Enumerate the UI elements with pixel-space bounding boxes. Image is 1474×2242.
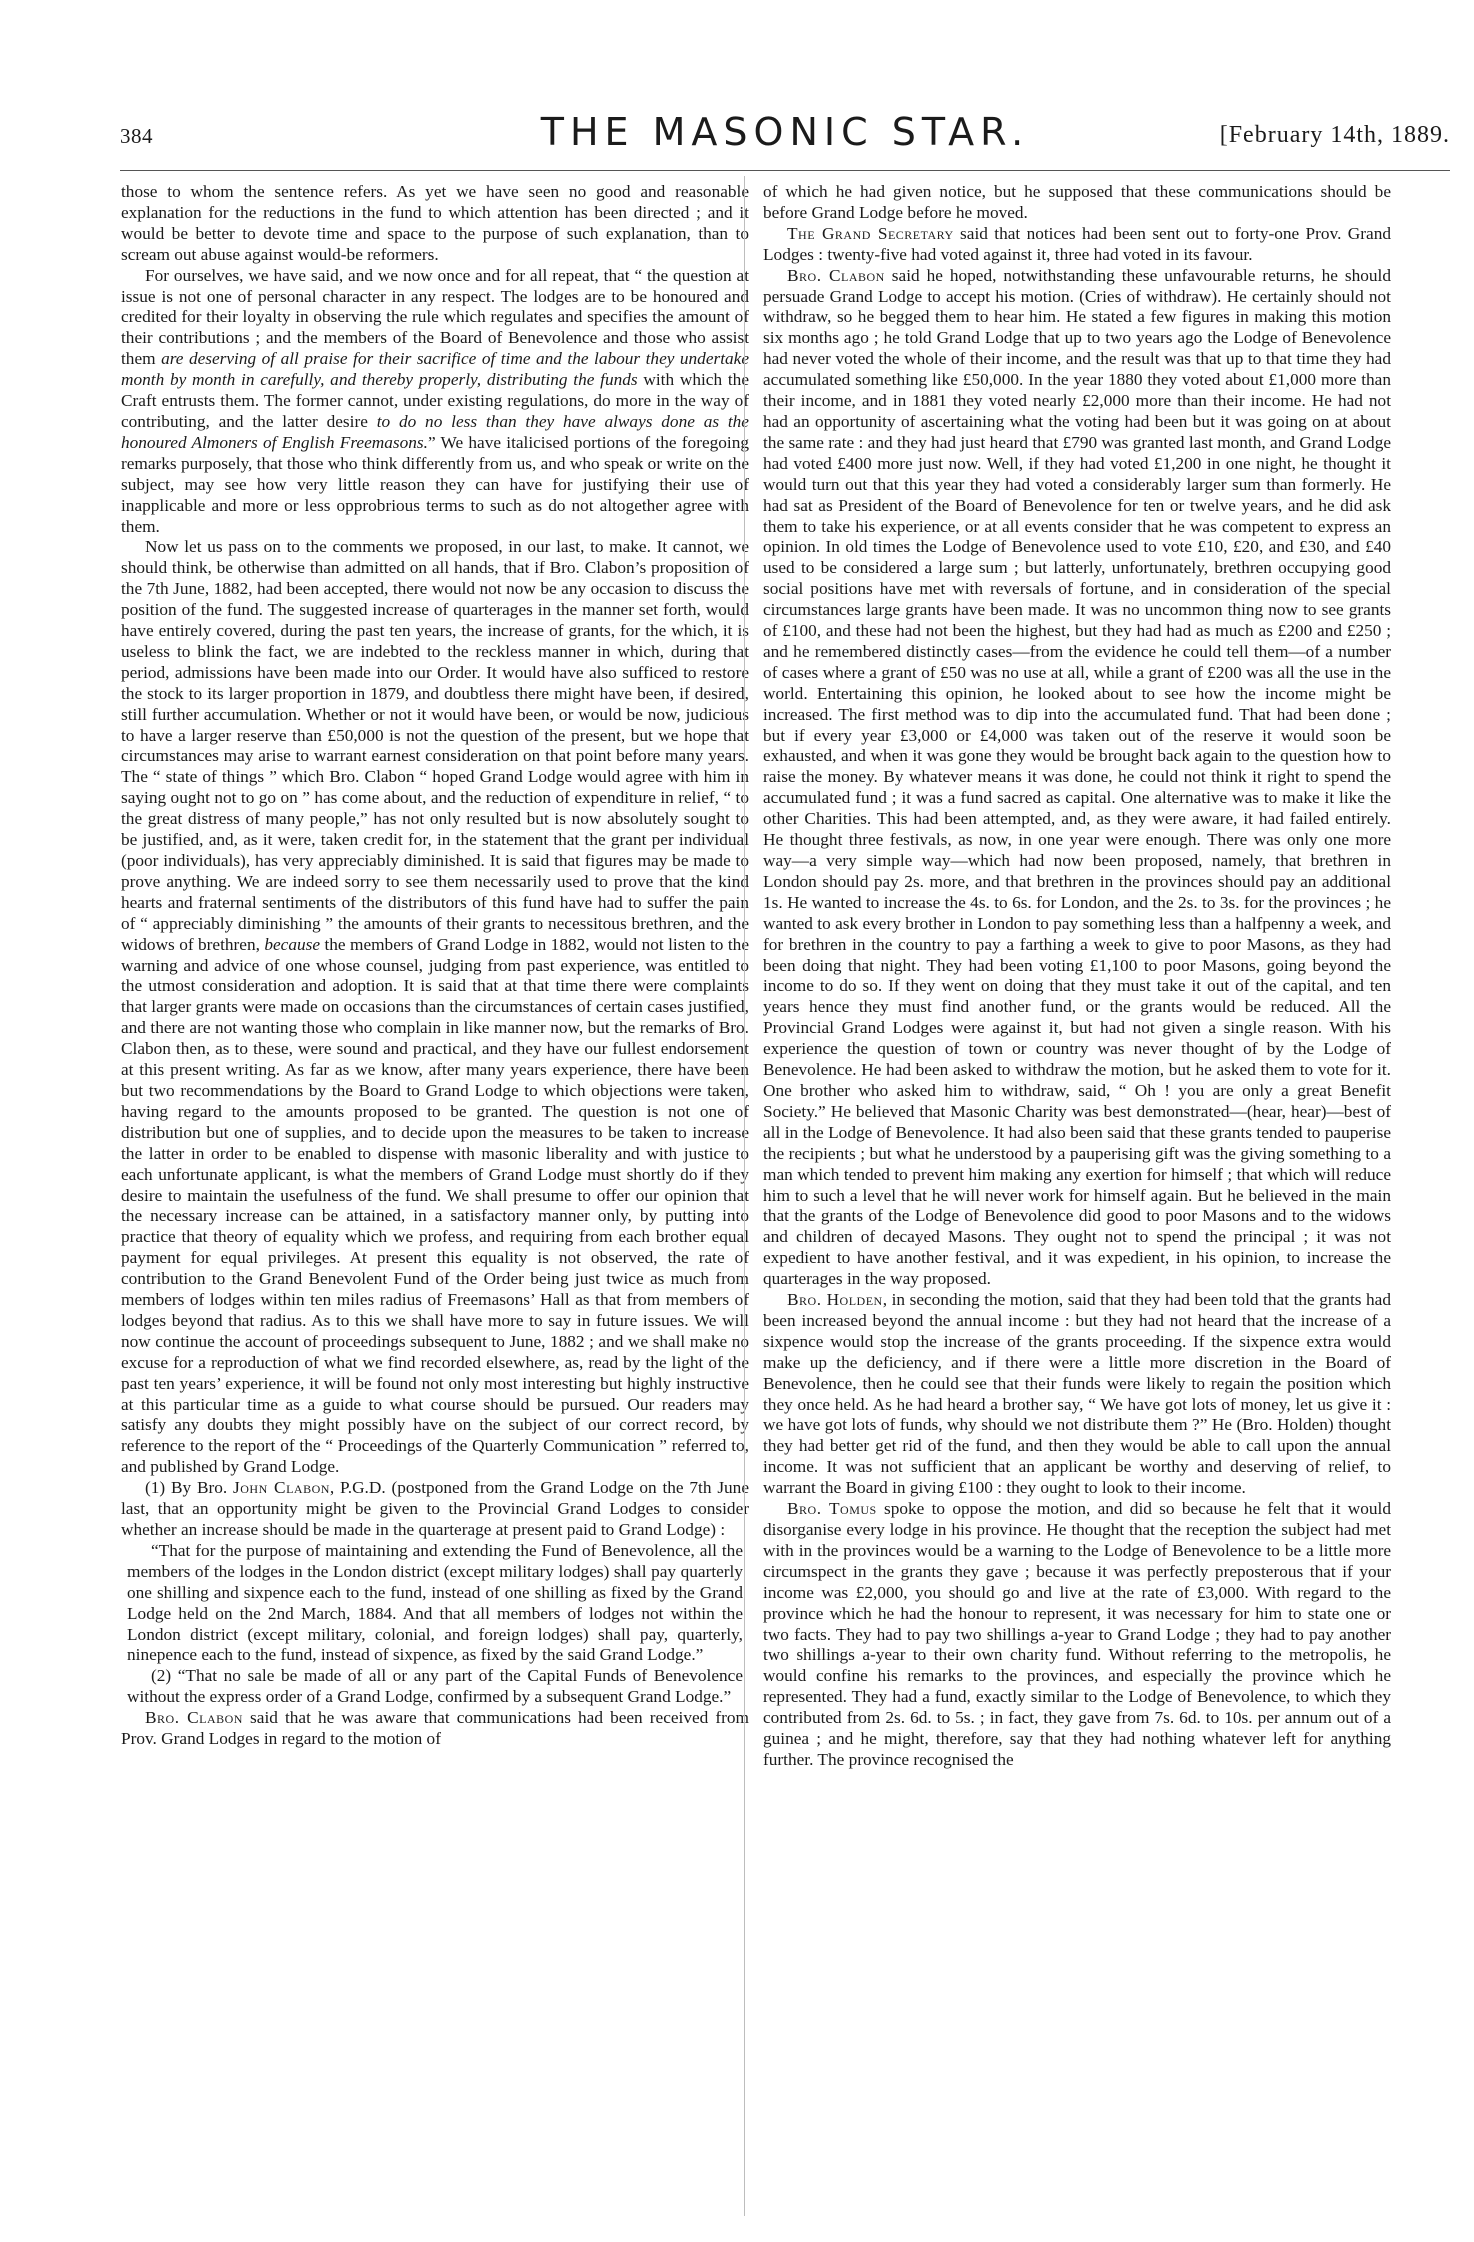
column-divider xyxy=(744,176,745,2216)
motion-paragraph: (1) By Bro. John Clabon, P.G.D. (postponed from the Grand Lodge on the 7th June last, that an opportunity might be given to the Provincial Grand Lodges to consider whether an increase should be made in the quarterage at present paid to Grand Lodge) : xyxy=(121,1478,749,1539)
italic-passage: are deserving of all praise for their sacrifice of time and the labour they undertake month by month in carefully, and thereby properly, distributing the funds xyxy=(121,349,749,390)
left-column xyxy=(121,182,749,2212)
speaker-name: John Clabon xyxy=(233,1478,330,1498)
paragraph: For ourselves, we have said, and we now once and for all repeat, that “ the question at issue is not one of personal character in any respect. The lodges are to be honoured and credited for their loyalty in observing the rule which regulates and specifies the amount of their contributions ; and the members of the Board of Benevolence and those who assist them are deserving of all praise for their sacrifice of time and the labour they undertake month by month in carefully, and thereby properly, distributing the funds with which the Craft entrusts them. The former cannot, under existing regulations, do more in the way of contributing, and the latter desire to do no less than they have always done as the honoured Almoners of English Freemasons.” We have italicised portions of the foregoing remarks purposely, that those who think differently from us, and who speak or write on the subject, may see how very little reason they can have for justifying their use of inapplicable and more or less opprobrious terms to such as do not altogether agree with them. xyxy=(121,265,749,536)
paragraph: Bro. Clabon said that he was aware that communications had been received from Prov. Grand Lodges in regard to the motion of xyxy=(121,1708,749,1749)
right-column xyxy=(763,182,1391,2212)
speaker-name: Bro. Holden xyxy=(787,1290,883,1310)
masthead-title: THE MASONIC STAR. xyxy=(540,110,1030,154)
paragraph: Bro. Tomus spoke to oppose the motion, and did so because he felt that it would disorganise every lodge in his province. He thought that the reception the subject had met with in the provinces would be a warning to the Lodge of Benevolence to be a little more circumspect in the grants they gave ; because it was perfectly preposterous that if your income was £2,000, you should go and live at the rate of £3,000. With regard to the province which he had the honour to represent, it was necessary for him to state one or two facts. They had to pay two shillings a-year to Grand Lodge ; they had to pay another two shillings a-year to their own charity fund. Without referring to the metropolis, he would confine his remarks to the provinces, and especially the province which he represented. They had a fund, exactly similar to the Lodge of Benevolence, to which they contributed from 2s. 6d. to 5s. ; in fact, they gave from 7s. 6d. to 10s. per annum out of a guinea ; and he might, therefore, say that they had nothing whatever left for anything further. The province recognised the xyxy=(763,1499,1391,1769)
speaker-name: Bro. Clabon xyxy=(787,265,885,285)
issue-date: [February 14th, 1889. xyxy=(1219,122,1450,148)
header-rule xyxy=(120,170,1450,171)
paragraph: those to whom the sentence refers. As yet we have seen no good and reasonable explanation for the reductions in the fund to which attention has been directed ; and it would be better to devote time and space to the purpose of such explanation, than to scream out abuse against would-be reformers. xyxy=(121,182,749,264)
italic-word: because xyxy=(264,934,321,954)
paragraph: Now let us pass on to the comments we proposed, in our last, to make. It cannot, we should think, be otherwise than admitted on all hands, that if Bro. Clabon’s proposition of the 7th June, 1882, had been accepted, there would not now be any occasion to discuss the position of the fund. The suggested increase of quarterages in the manner set forth, would have entirely covered, during the past ten years, the increase of grants, for the which, it is useless to blink the fact, we are indebted to the reckless manner in which, during that period, admissions have been made into our Order. It would have also sufficed to restore the stock to its larger proportion in 1879, and doubtless there might have been, if desired, still further accumulation. Whether or not it would have been, or would be now, judicious to have a larger reserve than £50,000 is not the question of the present, but we hope that circumstances may arise to warrant earnest consideration on that point before many years. The “ state of things ” which Bro. Clabon “ hoped Grand Lodge would agree with him in saying ought not to go on ” has come about, and the reduction of expenditure in relief, “ to the great distress of many people,” has not only resulted but is now absolutely sought to be justified, and, as it were, taken credit for, in the statement that the grant per individual (poor individuals), has very appreciably diminished. It is said that figures may be made to prove anything. We are indeed sorry to see them necessarily used to prove that the kind hearts and fraternal sentiments of the distributors of this fund have had to suffer the pain of “ appreciably diminishing ” the amounts of their grants to necessitous brethren, and the widows of brethren, because the members of Grand Lodge in 1882, would not listen to the warning and advice of one whose counsel, judging from past experience, was entitled to the utmost consideration and adoption. It is said that at that time there were complaints that larger grants were made on occasions than the circumstances of certain cases justified, and there are not wanting those who complain in like manner now, but the remarks of Bro. Clabon then, as to these, were sound and practical, and they have our fullest endorsement at this present writing. As far as we know, after many years experience, there have been but two recommendations by the Board to Grand Lodge to which objections were taken, having regard to the amounts proposed to be granted. The question is not one of distribution but one of supplies, and to decide upon the measures to be taken to increase the latter in order to be enabled to dispense with masonic liberality and with justice to each unfortunate applicant, is what the members of Grand Lodge must shortly do if they desire to maintain the usefulness of the fund. We shall presume to offer our opinion that the necessary increase can be attained, in a satisfactory manner only, by putting into practice that theory of equality which we profess, and requiring from each brother equal payment for equal privileges. At present this equality is not observed, the rate of contribution to the Grand Benevolent Fund of the Order being just twice as much from members of lodges within ten miles radius of Freemasons’ Hall as that from members of lodges beyond that radius. As to this we shall have more to say in future issues. We will now continue the account of proceedings subsequent to June, 1882 ; and we shall make no excuse for a reproduction of what we find recorded elsewhere, as, read by the light of the past ten years’ experience, it will be found not only most interesting but highly instructive at this particular time as a guide to what course should be pursued. Our readers may satisfy any doubts they might possibly have on the subject of our correct record, by reference to the report of the “ Proceedings of the Quarterly Communication ” referred to, and published by Grand Lodge. xyxy=(121,537,749,1477)
italic-passage: to do no less than they have always done as the honoured Almoners of English Freemasons. xyxy=(121,411,749,452)
speaker-name: Bro. Clabon xyxy=(145,1708,243,1728)
paragraph: The Grand Secretary said that notices had been sent out to forty-one Prov. Grand Lodges : twenty-five had voted against it, three had voted in its favour. xyxy=(763,223,1391,264)
speaker-name: Bro. Tomus xyxy=(787,1499,877,1519)
page-header xyxy=(120,110,1450,160)
motion-quote: (2) “That no sale be made of all or any part of the Capital Funds of Benevolence without the express order of a Grand Lodge, confirmed by a subsequent Grand Lodge.” xyxy=(127,1666,743,1707)
speaker-name: The Grand Secretary xyxy=(787,223,954,243)
paragraph: Bro. Holden, in seconding the motion, said that they had been told that the grants had been increased beyond the annual income : but they had not heard that the increase of a sixpence would stop the increase of the grants proceeding. If the sixpence extra would make up the deficiency, and if there were a little more discretion in the Board of Benevolence, then he could see that their funds were likely to regain the position which they once held. As he had heard a brother say, “ We have got lots of money, let us give it : we have got lots of funds, why should we not distribute them ?” He (Bro. Holden) thought they had better get rid of the fund, and then they would be able to call upon the annual income. It was not sufficient that an applicant be worthy and deserving of relief, to warrant the Board in giving £100 : they ought to look to their income. xyxy=(763,1290,1391,1498)
page-number: 384 xyxy=(120,124,153,148)
paragraph: of which he had given notice, but he supposed that these communications should be before Grand Lodge before he moved. xyxy=(763,182,1391,222)
motion-quote: “That for the purpose of maintaining and extending the Fund of Benevolence, all the members of the lodges in the London district (except military lodges) shall pay quarterly one shilling and sixpence each to the fund, instead of one shilling as fixed by the Grand Lodge held on the 2nd March, 1884. And that all members of lodges not within the London district (except military, colonial, and foreign lodges) shall pay, quarterly, ninepence each to the fund, instead of sixpence, as fixed by the said Grand Lodge.” xyxy=(127,1540,743,1665)
paragraph: Bro. Clabon said he hoped, notwithstanding these unfavourable returns, he should persuade Grand Lodge to accept his motion. (Cries of withdraw). He certainly should not withdraw, so he begged them to hear him. He stated a few figures in making this motion six months ago ; he told Grand Lodge that up to two years ago the Lodge of Benevolence had never voted the whole of their income, and the result was that up to that time they had accumulated something like £50,000. In the year 1880 they voted about £1,000 more than their income, and in 1881 they voted nearly £2,000 more than their income. He had not had an opportunity of ascertaining what the voting had been but it was going on at about the same rate : and they had just heard that £790 was granted last month, and Grand Lodge had voted £400 more just now. Well, if they had voted £1,200 in one night, he thought it would turn out that this year they had voted a considerably larger sum than formerly. He had sat as President of the Board of Benevolence for ten or twelve years, and he did ask them to take his experience, or at all events consider that he was competent to express an opinion. In old times the Lodge of Benevolence used to vote £10, £20, and £30, and £40 used to be considered a large sum ; but latterly, unfortunately, brethren occupying good social positions have met with reversals of fortune, and in consideration of the special circumstances large grants have been made. It was no uncommon thing now to see grants of £100, and these had not been the highest, but they had had as much as £200 and £250 ; and he remembered distinctly cases—from the evidence he could tell them—of a number of cases where a grant of £50 was no use at all, while a grant of £200 was all the use in the world. Entertaining this opinion, he looked about to see how the income might be increased. The first method was to dip into the accumulated fund. That had been done ; but if every year £3,000 or £4,000 was taken out of the reserve it would soon be exhausted, and when it was gone they would be brought back again to the question how to raise the money. By whatever means it was done, he could not think it right to spend the accumulated fund ; it was a fund sacred as capital. One alternative was to make it like the other Charities. This had been attempted, and, as they were aware, it had failed entirely. He thought three festivals, as now, in one year were enough. There was only one more way—a very simple way—which had now been proposed, namely, that brethren in London should pay 2s. more, and that brethren in the provinces should pay an additional 1s. He wanted to increase the 4s. to 6s. for London, and the 2s. to 3s. for the provinces ; he wanted to ask every brother in London to pay something less than a halfpenny a week, and for brethren in the country to pay a farthing a week to give to poor Masons, as they had been doing that night. They had been voting £1,100 to poor Masons, going beyond the income to do so. If they went on doing that they must take it out of the capital, and ten years hence they must find another fund, or the grants would be reduced. All the Provincial Grand Lodges were against it, but had not given a single reason. With his experience the question of town or country was never thought of by the Lodge of Benevolence. He had been asked to withdraw the motion, but he asked them to vote for it. One brother who asked him to withdraw, said, “ Oh ! you are only a great Benefit Society.” He believed that Masonic Charity was best demonstrated—(hear, hear)—best of all in the Lodge of Benevolence. It had also been said that these grants tended to pauperise the recipients ; but what he understood by a pauperising gift was the giving something to a man which tended to prevent him making any exertion for himself ; that which will reduce him to such a level that he will never work for himself again. But he believed in the main that the grants of the Lodge of Benevolence did good to poor Masons and to the widows and children of decayed Masons. They ought not to spend the principal ; it was not expedient to have another festival, and it was expedient, in his opinion, to increase the quarterages in the way proposed. xyxy=(763,265,1391,1289)
